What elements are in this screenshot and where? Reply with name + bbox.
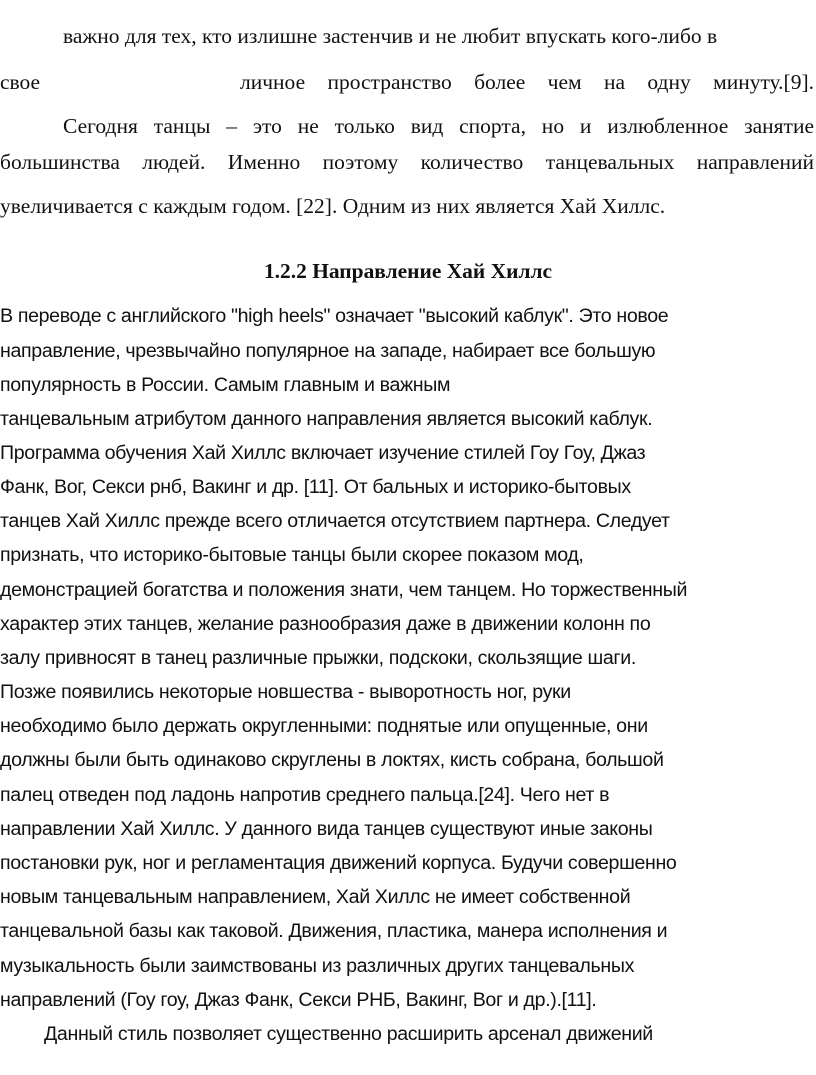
text-line: характер этих танцев, желание разнообразия даже в движении колонн по [0, 613, 651, 635]
text-line: палец отведен под ладонь напротив среднего пальца.[24]. Чего нет в [0, 784, 610, 806]
text-line: увеличивается с каждым годом. [22]. Одним из них является Хай Хиллс. [0, 194, 666, 218]
text-line: важно для тех, кто излишне застенчив и не любит впускать кого-либо в [63, 24, 718, 48]
text-line: Позже появились некоторые новшества - выворотность ног, руки [0, 681, 571, 703]
text-line: новым танцевальным направлением, Хай Хиллс не имеет собственной [0, 886, 631, 908]
text-line: залу привносят в танец различные прыжки, подскоки, скользящие шаги. [0, 647, 636, 669]
text-line: направлении Хай Хиллс. У данного вида танцев существуют иные законы [0, 818, 653, 840]
text-line: необходимо было держать округленными: поднятые или опущенные, они [0, 715, 648, 737]
text-line: В переводе с английского "high heels" означает "высокий каблук". Это новое [0, 305, 669, 327]
text-line: танцевальным атрибутом данного направления является высокий каблук. [0, 408, 653, 430]
text-line: танцев Хай Хиллс прежде всего отличается отсутствием партнера. Следует [0, 510, 670, 532]
text-line: Сегодня танцы – это не только вид спорта, но и излюбленное занятие [63, 114, 814, 138]
section-heading: 1.2.2 Направление Хай Хиллс [263, 259, 553, 283]
text-line: должны были быть одинаково скруглены в локтях, кисть собрана, большой [0, 749, 664, 771]
text-line: направление, чрезвычайно популярное на западе, набирает все большую [0, 340, 656, 362]
text-line: демонстрацией богатства и положения знати, чем танцем. Но торжественный [0, 579, 688, 601]
text-line: Программа обучения Хай Хиллс включает изучение стилей Гоу Гоу, Джаз [0, 442, 646, 464]
text-line: направлений (Гоу гоу, Джаз Фанк, Секси РНБ, Вакинг, Вог и др.).[11]. [0, 989, 597, 1011]
text-line: большинства людей. Именно поэтому количество танцевальных направлений [0, 150, 814, 174]
text-line: признать, что историко-бытовые танцы были скорее показом мод, [0, 544, 584, 566]
text-line: постановки рук, ног и регламентация движений корпуса. Будучи совершенно [0, 852, 677, 874]
text-line: личное пространство более чем на одну минуту.[9]. [240, 70, 814, 94]
text-line: свое [0, 70, 41, 94]
text-line: музыкальность были заимствованы из различных других танцевальных [0, 955, 635, 977]
text-line: Фанк, Вог, Секси рнб, Вакинг и др. [11]. От бальных и историко-бытовых [0, 476, 631, 498]
text-line: танцевальной базы как таковой. Движения, пластика, манера исполнения и [0, 920, 668, 942]
text-line: популярность в России. Самым главным и важным [0, 374, 451, 396]
text-line: Данный стиль позволяет существенно расширить арсенал движений [44, 1023, 653, 1045]
